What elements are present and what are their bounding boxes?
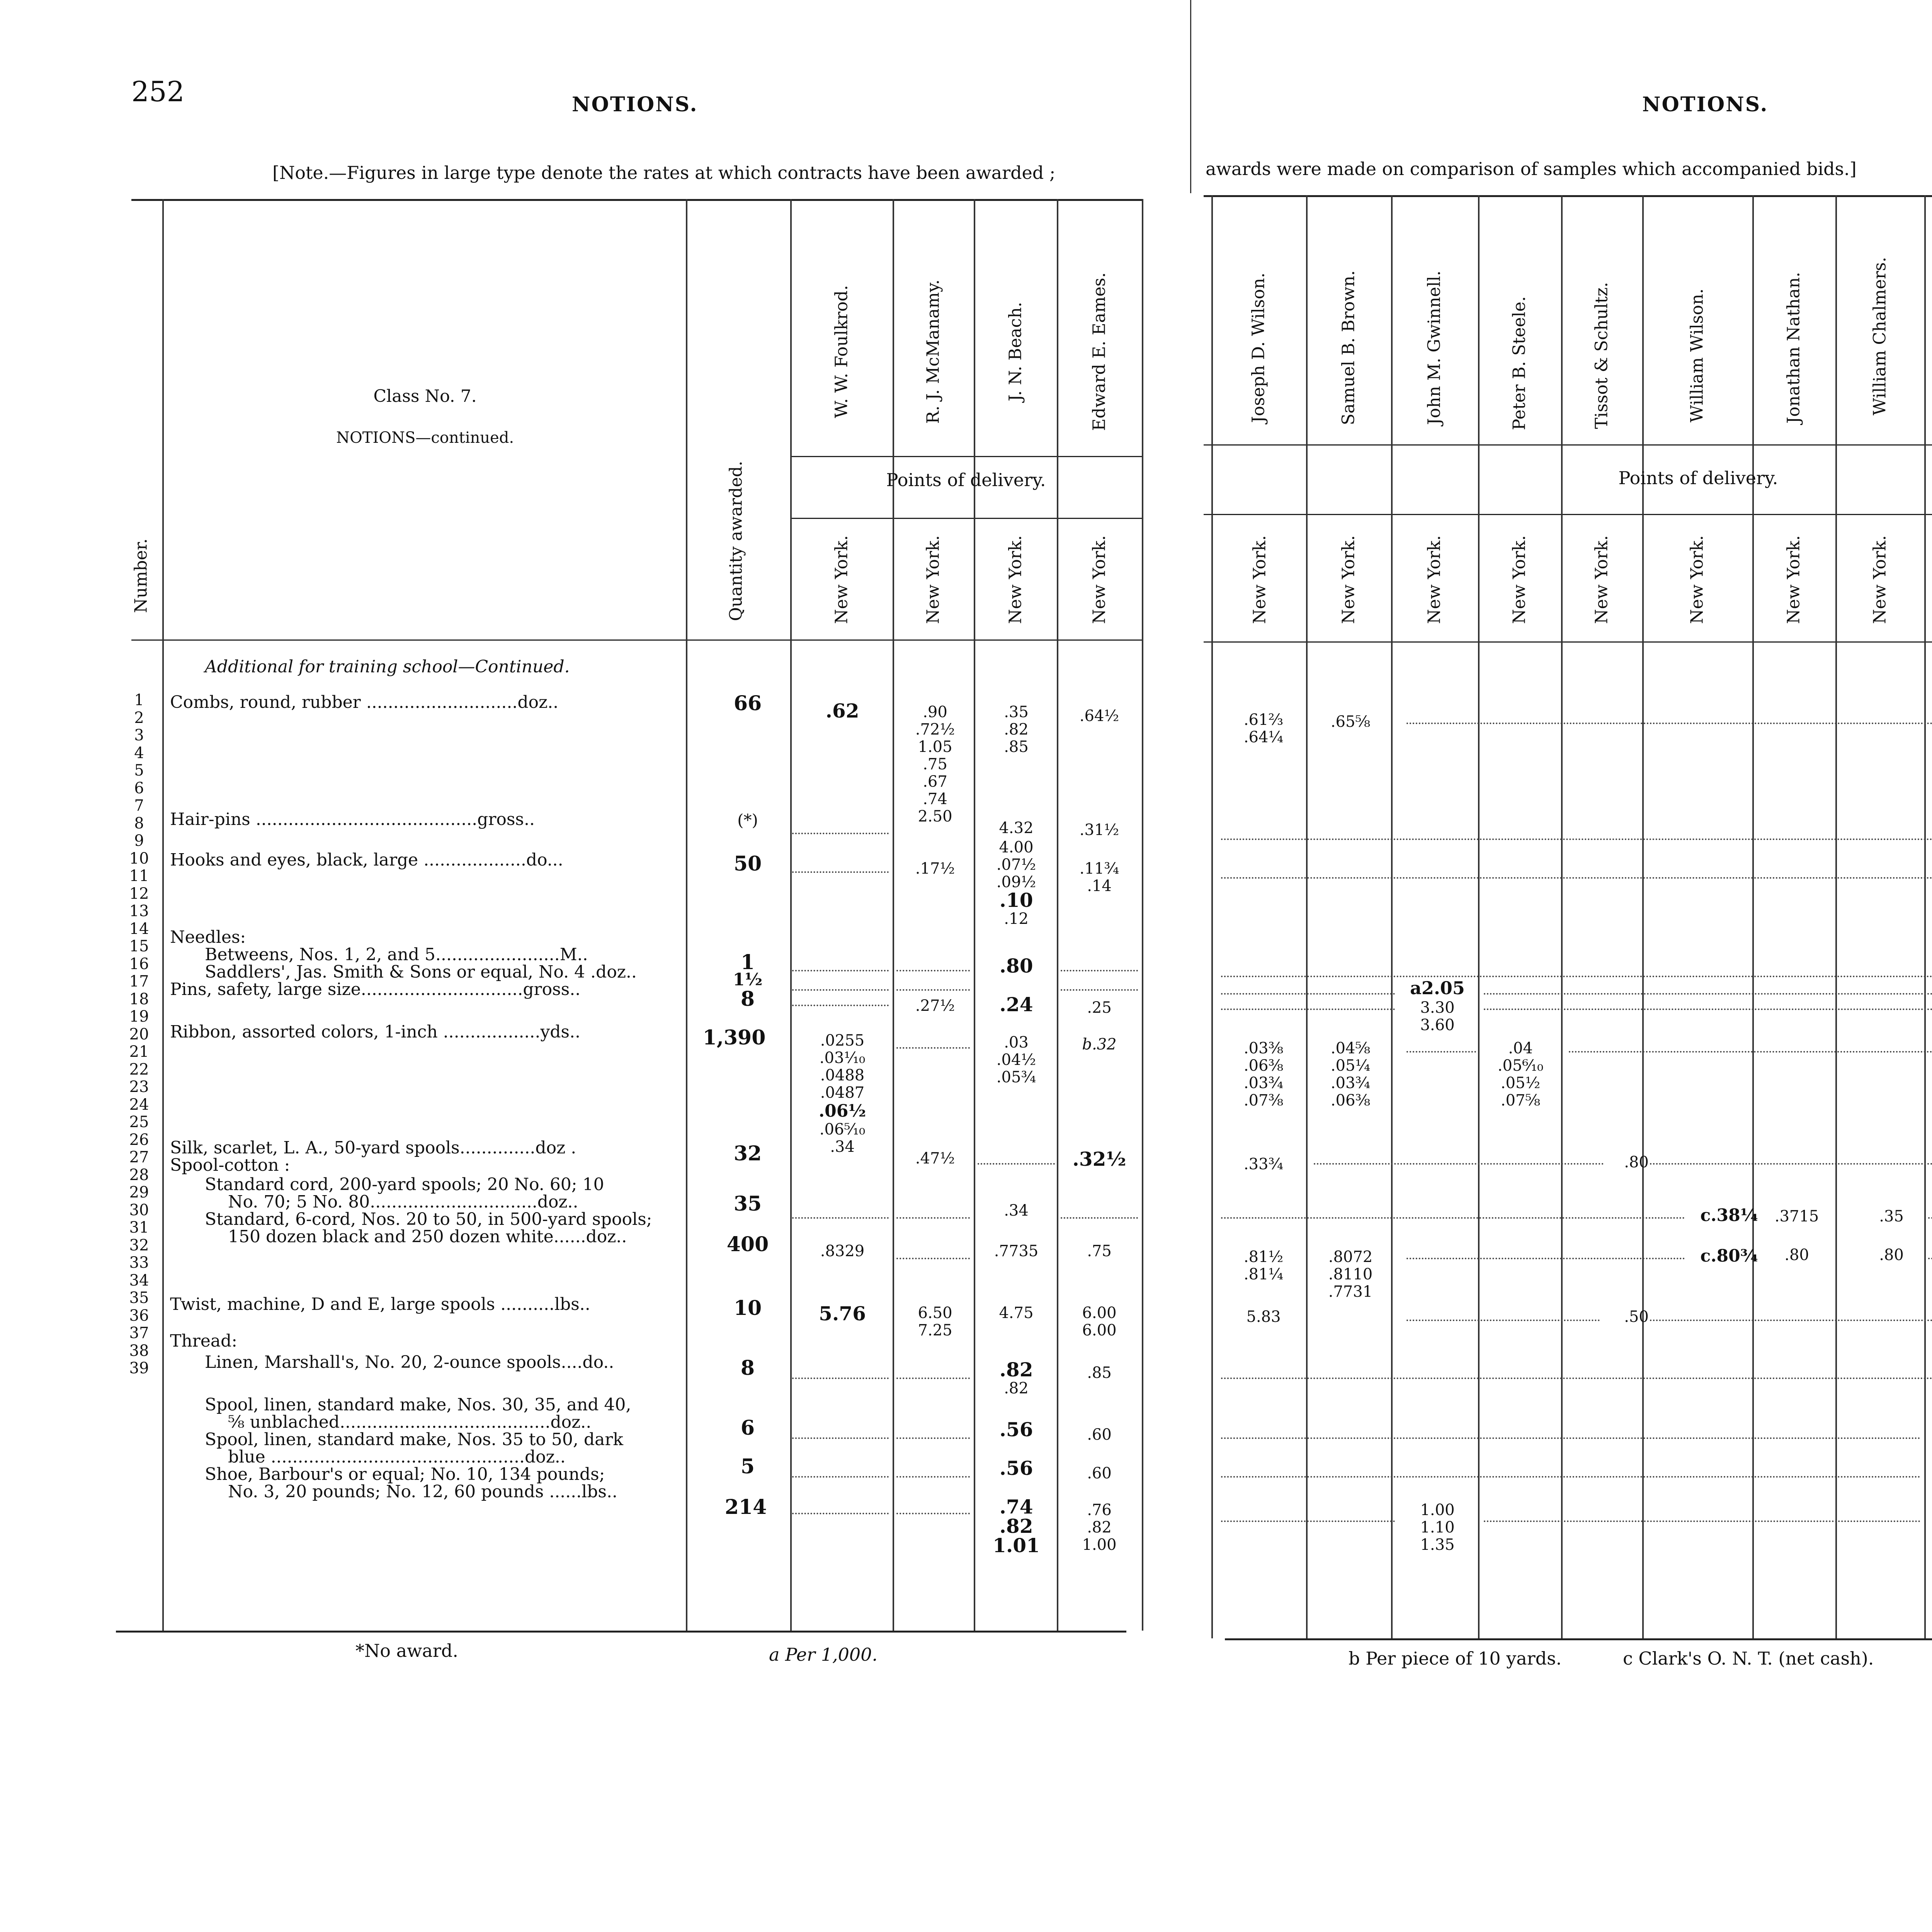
bid-value: .04 [1508, 1039, 1533, 1057]
leader-dots [1221, 1217, 1685, 1219]
bid-value: .60 [1087, 1464, 1112, 1482]
bid-value: 1.00 [1082, 1536, 1117, 1554]
row-number: 16 [129, 955, 149, 973]
leader-dots [792, 1437, 889, 1439]
bid-value: .05¼ [1330, 1057, 1371, 1075]
bid-value: 1.10 [1420, 1519, 1455, 1536]
leader-dots [896, 1258, 970, 1259]
header-rule-right [1204, 641, 1932, 643]
row-number: 36 [129, 1306, 149, 1325]
item-spool-cotton: Spool-cotton : [170, 1155, 290, 1175]
bidder-name: Jonathan Nathan. [1784, 272, 1804, 424]
leader-dots [1650, 1163, 1932, 1165]
footnote-b: b Per piece of 10 yards. [1349, 1648, 1562, 1669]
col-divider [1306, 195, 1308, 1638]
bid-value: .80 [999, 954, 1033, 977]
bid-value: .14 [1087, 877, 1112, 895]
row-number: 8 [134, 814, 144, 832]
bid-value: .03⅜ [1243, 1039, 1284, 1057]
bid-value: 1.35 [1420, 1536, 1455, 1554]
leader-dots [896, 989, 970, 991]
col-divider [974, 199, 975, 1631]
item-hair-pins: Hair-pins .........................................gross.. [170, 810, 535, 829]
row-number: 24 [129, 1095, 149, 1114]
leader-dots [1406, 1051, 1476, 1053]
row-number: 26 [129, 1131, 149, 1149]
bid-value: 1.01 [993, 1534, 1040, 1557]
row-number: 32 [129, 1236, 149, 1254]
delivery-point: New York. [1687, 535, 1707, 624]
qty-pins-safety: 8 [740, 987, 755, 1011]
row-number: 25 [129, 1113, 149, 1131]
delivery-point: New York. [1089, 535, 1109, 624]
item-shoe-thread-2: No. 3, 20 pounds; No. 12, 60 pounds ......lbs.. [228, 1482, 617, 1502]
bidder-name: Edward E. Eames. [1089, 272, 1109, 431]
qty-spool-linen-1: 6 [740, 1416, 755, 1440]
bid-value: a2.05 [1410, 978, 1465, 998]
item-pins-safety: Pins, safety, large size..............................gross.. [170, 980, 581, 999]
row-number-column-left [124, 692, 155, 1378]
quantity-header: Quantity awarded. [726, 461, 746, 621]
bidder-name: John M. Gwinnell. [1424, 270, 1444, 425]
leader-dots [1221, 993, 1395, 995]
bidder-name: R. J. McManamy. [923, 279, 943, 424]
row-number: 6 [134, 779, 144, 797]
bid-value: .60 [1087, 1426, 1112, 1444]
bid-value: 5.83 [1246, 1308, 1281, 1326]
bid-value: 3.30 [1420, 999, 1455, 1017]
leader-dots [1061, 1217, 1138, 1219]
row-number: 5 [134, 762, 144, 779]
qty-spool-linen-2: 5 [740, 1455, 755, 1478]
row-number: 17 [129, 973, 149, 990]
top-rule-right [1204, 195, 1932, 197]
row-number: 19 [129, 1008, 149, 1026]
bid-value: .90 [923, 703, 947, 721]
row-number: 38 [129, 1342, 149, 1360]
bid-value: .82 [1004, 1379, 1029, 1397]
item-shoe-thread: Shoe, Barbour's or equal; No. 10, 134 pounds; [205, 1464, 605, 1484]
item-spool-linen-2: Spool, linen, standard make, Nos. 35 to 50, dark [205, 1430, 623, 1449]
header-rule-left [131, 639, 1142, 641]
bid-value: 4.75 [999, 1304, 1034, 1322]
bid-value: c.80¾ [1700, 1246, 1758, 1266]
leader-dots [1221, 1476, 1920, 1478]
leader-dots [896, 1378, 970, 1379]
bid-value: 6.50 [918, 1304, 952, 1322]
qty-standard-cord: 35 [733, 1192, 762, 1216]
footnote-c: c Clark's O. N. T. (net cash). [1623, 1648, 1874, 1669]
bid-value: .62 [825, 699, 859, 722]
bid-value: .09½ [996, 873, 1036, 891]
bidder-name: William Chalmers. [1870, 257, 1890, 416]
class-title: Class No. 7. [373, 386, 477, 406]
bid-value: .32½ [1072, 1148, 1126, 1170]
row-number: 10 [129, 849, 149, 867]
bid-value: .80 [1879, 1246, 1904, 1264]
bid-value: .17½ [915, 860, 955, 878]
leader-dots [1221, 1520, 1395, 1522]
row-number: 22 [129, 1060, 149, 1078]
bid-value: .05¾ [996, 1068, 1036, 1086]
bid-value: .12 [1004, 910, 1029, 928]
bid-value: .03¾ [1243, 1074, 1284, 1092]
col-divider [1057, 199, 1058, 1631]
bidder-name: Peter B. Steele. [1509, 296, 1529, 430]
row-number: 27 [129, 1148, 149, 1166]
bid-value: .82 [1087, 1519, 1112, 1536]
qty-saddlers: 1½ [733, 970, 763, 990]
row-number: 7 [134, 797, 144, 815]
row-number: 12 [129, 884, 149, 903]
number-header-left: Number. [131, 538, 151, 613]
col-divider [1561, 195, 1563, 1638]
leader-dots [896, 1513, 970, 1514]
bid-value: .8072 [1328, 1248, 1373, 1266]
col-divider [1924, 195, 1926, 1638]
bid-value: .76 [1087, 1501, 1112, 1519]
top-rule-left [131, 199, 1142, 201]
item-standard-cord: Standard cord, 200-yard spools; 20 No. 60; 10 [205, 1175, 604, 1194]
leader-dots [1569, 1051, 1932, 1053]
bid-value: .06½ [818, 1101, 866, 1121]
delivery-point: New York. [1592, 535, 1612, 624]
leader-dots [896, 1047, 970, 1049]
bid-value: .11¾ [1079, 860, 1119, 878]
note-left: [Note.—Figures in large type denote the rates at which contracts have been awarded ; [272, 162, 1056, 183]
bid-value: 5.76 [819, 1302, 866, 1325]
bid-value: 6.00 [1082, 1321, 1117, 1339]
leader-dots [792, 989, 889, 991]
bid-value: .56 [999, 1418, 1033, 1441]
bid-value: .64½ [1079, 707, 1119, 725]
col-divider [1835, 195, 1837, 1638]
delivery-point: New York. [1870, 535, 1890, 624]
points-of-delivery-right: Points of delivery. [1618, 468, 1778, 488]
item-ribbon: Ribbon, assorted colors, 1-inch ..................yds.. [170, 1022, 580, 1042]
leader-dots [1061, 989, 1138, 991]
bid-value: .7731 [1328, 1283, 1373, 1301]
leader-dots [792, 1476, 889, 1478]
col-divider [893, 199, 894, 1631]
bid-value: 4.00 [999, 838, 1034, 856]
leader-dots [1221, 1009, 1395, 1010]
leader-dots [1221, 838, 1932, 840]
bid-value: .82 [1004, 721, 1029, 738]
qty-combs: 66 [733, 692, 762, 715]
bid-value: .82 [999, 1515, 1033, 1537]
leader-dots [1406, 723, 1932, 724]
delivery-point: New York. [832, 535, 852, 624]
bid-value: .50 [1624, 1308, 1649, 1326]
leader-dots [1928, 1217, 1932, 1219]
bid-value: .47½ [915, 1150, 955, 1167]
page-number-left: 252 [131, 75, 185, 108]
bid-value: .0487 [820, 1084, 865, 1102]
row-number: 34 [129, 1271, 149, 1289]
bidder-name: Joseph D. Wilson. [1248, 272, 1269, 423]
delivery-point: New York. [1424, 535, 1444, 624]
row-number: 35 [129, 1289, 149, 1307]
bid-value: .24 [999, 993, 1033, 1016]
qty-hooks-eyes: 50 [733, 852, 762, 876]
bid-value: .04½ [996, 1051, 1036, 1069]
row-number: 29 [129, 1184, 149, 1201]
bid-value: .03¾ [1330, 1074, 1371, 1092]
footnote-per-thousand: a Per 1,000. [769, 1644, 878, 1665]
leader-dots [792, 871, 889, 873]
delivery-point: New York. [1250, 535, 1270, 624]
bid-value: .03⅟₁₀ [819, 1049, 866, 1067]
bid-value: .7735 [994, 1242, 1039, 1260]
leader-dots [1484, 993, 1932, 995]
leader-dots [1061, 970, 1138, 971]
bidder-rule-left [790, 456, 1142, 457]
footnote-no-award: *No award. [355, 1640, 458, 1661]
leader-dots [1484, 1520, 1920, 1522]
bid-value: .07⅝ [1500, 1092, 1541, 1109]
bid-value: 7.25 [918, 1321, 952, 1339]
bid-value: .85 [1004, 738, 1029, 756]
row-number: 15 [129, 937, 149, 955]
bottom-rule-right [1225, 1638, 1932, 1640]
item-standard-cord-2: No. 70; 5 No. 80...............................doz.. [228, 1192, 578, 1212]
qty-silk: 32 [733, 1142, 762, 1165]
leader-dots [1928, 1258, 1932, 1259]
bid-value: .75 [923, 755, 947, 773]
bid-value: .81½ [1243, 1248, 1284, 1266]
col-divider [1211, 195, 1213, 1638]
bid-value: .06⅜ [1330, 1092, 1371, 1109]
bid-value: .07⅜ [1243, 1092, 1284, 1109]
row-number: 33 [129, 1254, 149, 1272]
bid-value: .80 [1624, 1153, 1649, 1171]
bid-value: .05⁶⁄₁₀ [1497, 1057, 1544, 1075]
bid-value: .8110 [1328, 1265, 1373, 1283]
row-number: 37 [129, 1324, 149, 1342]
running-title-left: NOTIONS. [572, 93, 698, 116]
bid-value: 6.00 [1082, 1304, 1117, 1322]
leader-dots [792, 1513, 889, 1514]
bid-value: .10 [999, 889, 1033, 912]
bid-value: .25 [1087, 999, 1112, 1017]
row-number: 23 [129, 1078, 149, 1096]
bid-value: .64¼ [1243, 728, 1284, 746]
bidder-name: William Wilson. [1687, 288, 1707, 423]
leader-dots [1314, 1163, 1604, 1165]
item-linen-marshall: Linen, Marshall's, No. 20, 2-ounce spools....do.. [205, 1352, 614, 1372]
bid-value: b.32 [1082, 1036, 1117, 1053]
qty-linen-marshall: 8 [740, 1356, 755, 1380]
item-standard-6cord: Standard, 6-cord, Nos. 20 to 50, in 500-yard spools; [205, 1209, 652, 1229]
class-subtitle: NOTIONS—continued. [336, 429, 514, 447]
bid-value: c.38¼ [1700, 1206, 1758, 1225]
item-combs: Combs, round, rubber ............................doz.. [170, 692, 559, 712]
leader-dots [896, 1476, 970, 1478]
bottom-rule-left [116, 1631, 1126, 1633]
row-number: 18 [129, 990, 149, 1008]
col-divider [1142, 199, 1143, 1631]
item-spool-linen-1: Spool, linen, standard make, Nos. 30, 35, and 40, [205, 1395, 631, 1415]
section-heading: Additional for training school—Continued. [205, 657, 570, 677]
col-divider [1642, 195, 1644, 1638]
item-saddlers: Saddlers', Jas. Smith & Sons or equal, No. 4 .doz.. [205, 962, 637, 982]
note-right: awards were made on comparison of samples which accompanied bids.] [1206, 158, 1857, 179]
bid-value: .65⅝ [1330, 713, 1371, 731]
row-number: 14 [129, 920, 149, 938]
bidder-name: J. N. Beach. [1005, 302, 1026, 401]
bid-value: .03 [1004, 1034, 1029, 1051]
leader-dots [896, 1217, 970, 1219]
bid-value: .34 [1004, 1202, 1029, 1219]
bid-value: 4.32 [999, 819, 1034, 837]
bid-value: .34 [830, 1138, 855, 1156]
bid-value: .06⅜ [1243, 1057, 1284, 1075]
col-divider [1478, 195, 1480, 1638]
leader-dots [1221, 1378, 1932, 1379]
bidder-name: Samuel B. Brown. [1338, 270, 1359, 425]
qty-twist: 10 [733, 1296, 762, 1320]
row-number: 20 [129, 1025, 149, 1043]
delivery-point: New York. [1338, 535, 1359, 624]
row-number: 13 [129, 902, 149, 920]
leader-dots [1221, 877, 1932, 879]
gutter-line [1190, 0, 1191, 193]
bid-value: .56 [999, 1457, 1033, 1480]
qty-shoe-thread: 214 [724, 1495, 767, 1519]
col-divider [790, 199, 792, 1631]
row-number: 3 [134, 726, 144, 744]
bid-value: .80 [1784, 1246, 1809, 1264]
bid-value: .3715 [1774, 1208, 1819, 1225]
item-thread: Thread: [170, 1331, 237, 1351]
bid-value: .06⁵⁄₁₀ [819, 1121, 866, 1138]
item-silk: Silk, scarlet, L. A., 50-yard spools..............doz . [170, 1138, 577, 1158]
bid-value: .74 [923, 790, 947, 808]
leader-dots [1406, 1320, 1600, 1321]
row-number: 1 [134, 691, 144, 709]
item-standard-6cord-2: 150 dozen black and 250 dozen white......doz.. [228, 1227, 627, 1247]
qty-hair-pins: (*) [737, 811, 758, 830]
row-number: 28 [129, 1166, 149, 1184]
row-number: 31 [129, 1219, 149, 1236]
leader-dots [978, 1163, 1055, 1165]
bidder-name: Tissot & Schultz. [1592, 282, 1612, 429]
bid-value: .81¼ [1243, 1265, 1284, 1283]
item-spool-linen-2b: blue ...............................................doz.. [228, 1447, 566, 1467]
bid-value: .35 [1004, 703, 1029, 721]
bid-value: .0255 [820, 1032, 865, 1049]
leader-dots [896, 1437, 970, 1439]
bid-value: .67 [923, 773, 947, 791]
row-number: 9 [134, 832, 144, 850]
row-number: 11 [129, 867, 149, 885]
bid-value: .04⅝ [1330, 1039, 1371, 1057]
leader-dots [1650, 1320, 1932, 1321]
col-divider [1752, 195, 1754, 1638]
item-needles: Needles: [170, 927, 246, 947]
leader-dots [1406, 1258, 1685, 1259]
bid-value: .31½ [1079, 821, 1119, 839]
bid-value: 3.60 [1420, 1016, 1455, 1034]
bid-value: 2.50 [918, 808, 952, 825]
col-divider [686, 199, 687, 1631]
leader-dots [792, 1217, 889, 1219]
points-rule-left [790, 518, 1142, 519]
bid-value: .35 [1879, 1208, 1904, 1225]
row-number: 21 [129, 1043, 149, 1061]
leader-dots [1484, 1009, 1932, 1010]
row-number: 30 [129, 1201, 149, 1219]
bid-value: .8329 [820, 1242, 865, 1260]
bid-value: .85 [1087, 1364, 1112, 1382]
row-number: 2 [134, 709, 144, 727]
points-rule-right [1204, 514, 1932, 515]
bid-value: .72½ [915, 721, 955, 738]
col-divider [162, 199, 164, 1631]
item-hooks-eyes: Hooks and eyes, black, large ...................do... [170, 850, 563, 870]
row-number: 39 [129, 1359, 149, 1377]
leader-dots [792, 833, 889, 834]
leader-dots [792, 970, 889, 971]
col-divider [1391, 195, 1393, 1638]
row-number: 4 [134, 744, 144, 762]
bid-value: .07½ [996, 856, 1036, 874]
bid-value: .74 [999, 1495, 1033, 1518]
delivery-point: New York. [1005, 535, 1026, 624]
qty-betweens: 1 [740, 951, 755, 974]
bid-value: .75 [1087, 1242, 1112, 1260]
bid-value: .61⅔ [1243, 711, 1284, 729]
points-of-delivery-left: Points of delivery. [886, 469, 1046, 490]
bid-value: .27½ [915, 997, 955, 1015]
leader-dots [792, 1378, 889, 1379]
bid-value: .05½ [1500, 1074, 1541, 1092]
bid-value: .33¾ [1243, 1155, 1284, 1173]
item-betweens: Betweens, Nos. 1, 2, and 5.......................M.. [205, 945, 588, 964]
delivery-point: New York. [1509, 535, 1529, 624]
qty-ribbon: 1,390 [702, 1026, 766, 1049]
leader-dots [896, 970, 970, 971]
qty-standard-6cord: 400 [726, 1233, 769, 1256]
bid-value: .82 [999, 1358, 1033, 1381]
bidder-rule-right [1204, 444, 1932, 446]
bidder-name: W. W. Foulkrod. [832, 285, 852, 418]
item-twist: Twist, machine, D and E, large spools ..........lbs.. [170, 1294, 590, 1314]
leader-dots [1221, 976, 1932, 977]
running-title-right: NOTIONS. [1642, 93, 1769, 116]
delivery-point: New York. [923, 535, 943, 624]
leader-dots [792, 1005, 889, 1006]
bid-value: .0488 [820, 1066, 865, 1084]
leader-dots [1221, 1437, 1920, 1439]
bid-value: 1.00 [1420, 1501, 1455, 1519]
item-spool-linen-1b: ⅝ unblached.......................................doz.. [228, 1412, 592, 1432]
delivery-point: New York. [1784, 535, 1804, 624]
bid-value: 1.05 [918, 738, 952, 756]
